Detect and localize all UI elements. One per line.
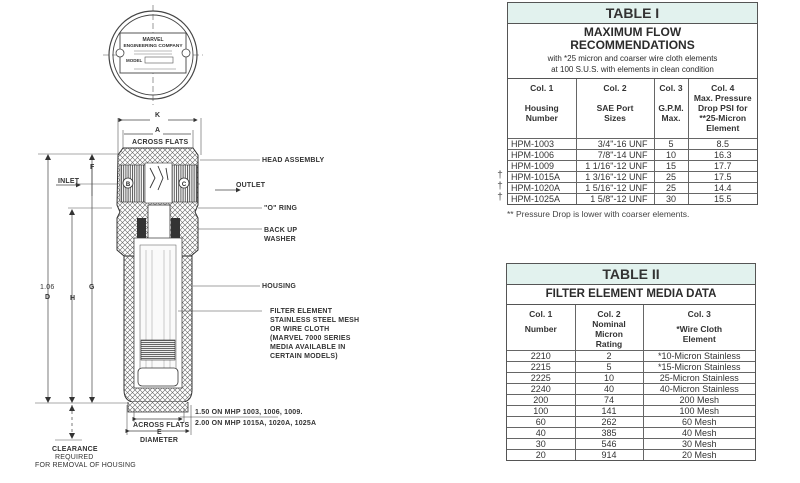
dim-106-label: 1.06 (40, 284, 55, 291)
table-2-cell-micron: 262 (575, 416, 643, 427)
table-1-heading-line1: MAXIMUM FLOW (583, 25, 682, 39)
dim-e-label: E (157, 429, 162, 436)
table-1-col3-header (654, 79, 688, 138)
filter-element-line3: OR WIRE CLOTH (270, 326, 330, 333)
nameplate-line2: ENGINEERING COMPANY (123, 44, 183, 49)
table-1-cell-psi: 17.7 (688, 160, 757, 171)
filter-element-line5: MEDIA AVAILABLE IN (270, 344, 346, 351)
inlet-callout: INLET (58, 178, 80, 185)
table-1-cell-gpm: 30 (654, 193, 688, 204)
flats-note-1: 1.50 ON MHP 1003, 1006, 1009. (195, 409, 303, 416)
table-2-title: TABLE II (507, 264, 755, 285)
across-flats-top-label: ACROSS FLATS (132, 139, 189, 146)
table-2-cell-micron: 914 (575, 449, 643, 460)
dagger-mark: † (497, 192, 503, 203)
col-label: Max. Pressure Drop PSI for **25-Micron Element (693, 93, 752, 133)
top-view-nameplate (103, 5, 203, 105)
col-label: Number (524, 324, 557, 334)
table-2-cell-micron: 385 (575, 427, 643, 438)
table-2-cell-micron: 74 (575, 394, 643, 405)
table-2-cell-element: *10-Micron Stainless (643, 350, 755, 361)
table-1-cell-psi: 15.5 (688, 193, 757, 204)
table-2-cell-number: 2210 (507, 350, 575, 361)
dim-h-label: H (70, 295, 76, 302)
table-2-cell-element: 100 Mesh (643, 405, 755, 416)
table-1-max-flow (507, 2, 758, 205)
table-2-header-row (507, 305, 755, 350)
table-1-cell-gpm: 25 (654, 182, 688, 193)
table-2-cell-micron: 546 (575, 438, 643, 449)
col-number: Col. 1 (530, 83, 554, 93)
table-2-cell-micron: 40 (575, 383, 643, 394)
dim-d-label: D (45, 294, 51, 301)
table-1-heading-line2: RECOMMENDATIONS (570, 38, 695, 52)
col-label: Housing Number (524, 103, 559, 123)
table-2-cell-micron: 2 (575, 350, 643, 361)
table-2-cell-element: *15-Micron Stainless (643, 361, 755, 372)
table-2-grid (507, 305, 755, 460)
table-2-cell-element: 40-Micron Stainless (643, 383, 755, 394)
table-1-cell-psi: 17.5 (688, 171, 757, 182)
housing-callout: HOUSING (262, 283, 297, 290)
table-2-cell-number: 20 (507, 449, 575, 460)
table-1-col1-header (508, 79, 576, 138)
back-up-washer-line2: WASHER (264, 236, 296, 243)
table-1-grid (508, 79, 757, 204)
col-number: Col. 2 (597, 309, 621, 319)
nameplate-line1: MARVEL (142, 37, 164, 43)
clearance-line2: REQUIRED (55, 454, 94, 461)
table-1-cell-housing: HPM-1015A (508, 171, 576, 182)
clearance-callout (35, 446, 136, 470)
head-assembly-callout: HEAD ASSEMBLY (262, 157, 325, 164)
col-number: Col. 4 (711, 83, 735, 93)
table-2-cell-element: 200 Mesh (643, 394, 755, 405)
table-2-row (507, 394, 755, 405)
table-2-filter-media (506, 263, 756, 461)
table-1-subheading-line2: at 100 S.U.S. with elements in clean condition (551, 65, 714, 74)
table-2-col1-header (507, 305, 575, 350)
table-1-cell-housing: HPM-1009 (508, 160, 576, 171)
table-2-cell-element: 60 Mesh (643, 416, 755, 427)
table-2-row (507, 427, 755, 438)
filter-element-callout (270, 307, 359, 361)
table-2-row (507, 383, 755, 394)
flats-note-2: 2.00 ON MHP 1015A, 1020A, 1025A (195, 420, 317, 427)
table-2-row (507, 416, 755, 427)
table-2-cell-element: 30 Mesh (643, 438, 755, 449)
table-1-cell-port: 7/8"-14 UNF (576, 149, 654, 160)
table-2-cell-number: 2240 (507, 383, 575, 394)
table-1-cell-psi: 8.5 (688, 138, 757, 149)
table-1-cell-psi: 16.3 (688, 149, 757, 160)
clearance-line3: FOR REMOVAL OF HOUSING (35, 462, 136, 469)
table-1-row (508, 160, 757, 171)
table-2-cell-number: 30 (507, 438, 575, 449)
table-2-cell-number: 2215 (507, 361, 575, 372)
diameter-label: DIAMETER (140, 437, 179, 444)
back-up-washer-line1: BACK UP (264, 227, 298, 234)
table-1-title: TABLE I (508, 3, 757, 24)
table-2-cell-micron: 10 (575, 372, 643, 383)
o-ring-callout: "O" RING (264, 205, 298, 212)
table-1-heading-block (508, 24, 757, 79)
dim-k-label: K (155, 112, 161, 119)
dim-f-label: F (90, 164, 95, 171)
table-1-cell-housing: HPM-1003 (508, 138, 576, 149)
table-1-row (508, 193, 757, 204)
table-2-row (507, 405, 755, 416)
table-1-row (508, 182, 757, 193)
port-c-label: C (181, 182, 187, 188)
table-1-cell-gpm: 5 (654, 138, 688, 149)
nameplate-model-label: MODEL (126, 58, 143, 63)
table-1-cell-port: 1 3/16"-12 UNF (576, 171, 654, 182)
table-1-cell-port: 1 5/8"-12 UNF (576, 193, 654, 204)
col-label: SAE Port Sizes (596, 103, 634, 123)
table-1-row (508, 138, 757, 149)
dagger-mark: † (497, 181, 503, 192)
table-1-cell-housing: HPM-1020A (508, 182, 576, 193)
table-2-row (507, 350, 755, 361)
table-1-cell-port: 3/4"-16 UNF (576, 138, 654, 149)
table-1-footnote: ** Pressure Drop is lower with coarser elements. (507, 209, 690, 219)
back-up-washer-callout (264, 226, 297, 244)
table-2-row (507, 361, 755, 372)
table-1-row (508, 171, 757, 182)
table-2-cell-micron: 141 (575, 405, 643, 416)
housing-section (124, 238, 192, 412)
table-1-cell-housing: HPM-1025A (508, 193, 576, 204)
table-2-heading: FILTER ELEMENT MEDIA DATA (507, 285, 755, 305)
dim-g-label: G (89, 284, 95, 291)
table-2-row (507, 449, 755, 460)
across-flats-bottom-label: ACROSS FLATS (133, 422, 190, 429)
col-label: *Wire Cloth Element (676, 324, 723, 344)
table-1-cell-gpm: 10 (654, 149, 688, 160)
table-2-cell-element: 20 Mesh (643, 449, 755, 460)
filter-element-line6: CERTAIN MODELS) (270, 353, 338, 360)
clearance-line1: CLEARANCE (52, 446, 98, 453)
table-2-col2-header (575, 305, 643, 350)
col-number: Col. 3 (687, 309, 711, 319)
table-2-col3-header (643, 305, 755, 350)
filter-element-line2: STAINLESS STEEL MESH (270, 317, 360, 324)
table-2-row (507, 438, 755, 449)
table-1-subheading-line1: with *25 micron and coarser wire cloth elements (547, 54, 718, 63)
table-1-cell-housing: HPM-1006 (508, 149, 576, 160)
table-2-cell-number: 200 (507, 394, 575, 405)
table-1-header-row (508, 79, 757, 138)
table-1-cell-port: 1 1/16"-12 UNF (576, 160, 654, 171)
table-2-cell-number: 100 (507, 405, 575, 416)
col-label: G.P.M. Max. (658, 103, 684, 123)
col-number: Col. 2 (603, 83, 627, 93)
table-1-col4-header (688, 79, 757, 138)
table-2-row (507, 372, 755, 383)
col-number: Col. 3 (659, 83, 683, 93)
table-1-cell-port: 1 5/16"-12 UNF (576, 182, 654, 193)
table-2-cell-element: 25-Micron Stainless (643, 372, 755, 383)
port-b-label: B (125, 182, 131, 188)
table-1-cell-psi: 14.4 (688, 182, 757, 193)
outlet-callout: OUTLET (236, 182, 266, 189)
table-2-cell-number: 2225 (507, 372, 575, 383)
table-2-cell-element: 40 Mesh (643, 427, 755, 438)
col-number: Col. 1 (529, 309, 553, 319)
table-1-col2-header (576, 79, 654, 138)
table-2-cell-number: 60 (507, 416, 575, 427)
table-2-cell-micron: 5 (575, 361, 643, 372)
dagger-mark: † (497, 170, 503, 181)
dim-a-label: A (155, 127, 161, 134)
table-1-cell-gpm: 15 (654, 160, 688, 171)
filter-element-line4: (MARVEL 7000 SERIES (270, 335, 351, 342)
col-label: Nominal Micron Rating (592, 319, 626, 349)
table-1-cell-gpm: 25 (654, 171, 688, 182)
table-2-cell-number: 40 (507, 427, 575, 438)
filter-element-line1: FILTER ELEMENT (270, 308, 333, 315)
table-1-row (508, 149, 757, 160)
